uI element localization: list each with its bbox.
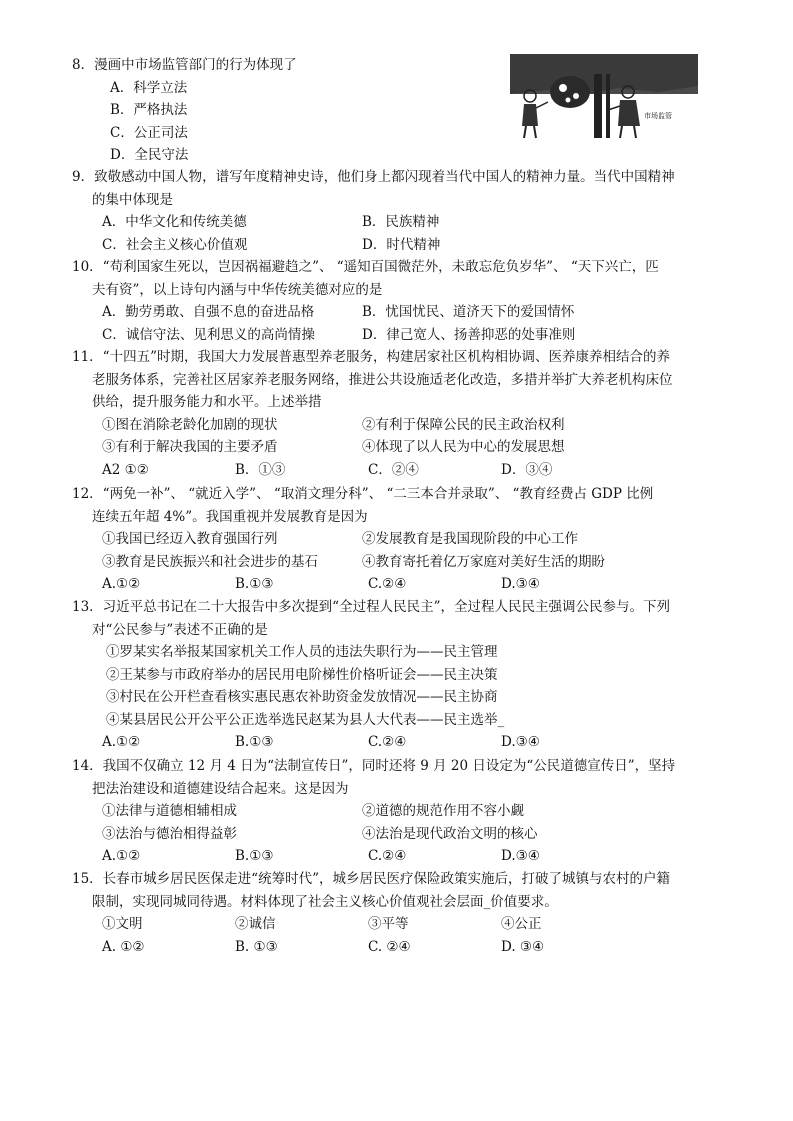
statement-item: ②有利于保障公民的民主政治权利	[362, 416, 565, 433]
option: D．律己宽人、扬善抑恶的处事准则	[362, 326, 576, 343]
question-stem: 8．漫画中市场监管部门的行为体现了	[72, 57, 297, 73]
option: B．民族精神	[362, 214, 440, 230]
question-stem: 13．习近平总书记在二十大报告中多次提到“全过程人民民主”，全过程人民民主强调公民参与。下列	[72, 599, 670, 615]
question-14	[72, 755, 722, 868]
question-13	[72, 596, 722, 754]
question-stem: 15．长春市城乡居民医保走进“统筹时代”，城乡居民医疗保险政策实施后，打破了城镇与农村的户籍	[72, 871, 670, 887]
statement-item: ③有利于解决我国的主要矛盾	[102, 439, 278, 455]
option: A．勤劳勇敢、自强不息的奋进品格	[102, 304, 315, 320]
option: A. ①②	[102, 938, 145, 955]
question-stem-cont: 对“公民参与”表述不正确的是	[92, 621, 268, 638]
question-10	[72, 256, 722, 346]
statement-item: ①罗某实名举报某国家机关工作人员的违法失职行为——民主管理	[106, 644, 498, 660]
statement-item: ③法治与德治相得益彰	[102, 825, 237, 842]
question-15	[72, 868, 722, 958]
statement-item: ③村民在公开栏查看核实惠民惠农补助资金发放情况——民主协商	[106, 689, 498, 705]
option: C．社会主义核心价值观	[102, 236, 248, 253]
option: D.③④	[501, 734, 540, 750]
option: C. ②④	[368, 938, 411, 955]
option: D. ③④	[501, 938, 545, 955]
option: A．中华文化和传统美德	[102, 214, 247, 230]
statement-item: ①图在消除老龄化加剧的现状	[102, 416, 278, 433]
option: C.②④	[368, 576, 407, 592]
statement-item: ④教育寄托着亿万家庭对美好生活的期盼	[362, 553, 605, 570]
statement-item: ②王某参与市政府举办的居民用电阶梯性价格听证会——民主决策	[106, 666, 498, 683]
option: A．科学立法	[110, 79, 188, 96]
statement-item: ④某县居民公开公平公正选举选民赵某为县人大代表——民主选举_	[106, 711, 505, 728]
statement-item: ④公正	[501, 916, 542, 932]
question-9	[72, 166, 722, 256]
cartoon-label: 市场监管	[644, 112, 672, 120]
question-stem: 9．致敬感动中国人物，谱写年度精神史诗，他们身上都闪现着当代中国人的精神力量。当代中国精神	[72, 169, 675, 185]
option: B．①③	[235, 461, 286, 478]
option: D．全民守法	[110, 147, 189, 163]
option: A2 ①②	[102, 461, 149, 478]
option: C.②④	[368, 848, 407, 864]
option: A.①②	[102, 576, 141, 592]
option: A.①②	[102, 734, 141, 750]
statement-item: ①我国已经迈入教育强国行列	[102, 531, 278, 547]
option: B.①③	[235, 734, 274, 750]
option: D.③④	[501, 848, 540, 864]
question-stem-cont: 的集中体现是	[92, 191, 173, 208]
statement-item: ②诚信	[235, 916, 276, 932]
statement-item: ③教育是民族振兴和社会进步的基石	[102, 553, 318, 570]
question-stem: 10．“苟利国家生死以，岂因祸福避趋之”、 “遥知百国微茫外，未敢忘危负岁华”、 “天下兴亡，匹	[72, 259, 659, 275]
statement-item: ①法律与道德相辅相成	[102, 803, 237, 819]
option: C.②④	[368, 734, 407, 750]
statement-item: ④体现了以人民为中心的发展思想	[362, 439, 565, 455]
market-supervision-cartoon	[508, 52, 700, 142]
option: B.①③	[235, 848, 274, 864]
statement-item: ④法治是现代政治文明的核心	[362, 825, 538, 842]
question-11	[72, 346, 722, 481]
option: B.①③	[235, 576, 274, 592]
option: D．③④	[501, 461, 553, 478]
statement-item: ①文明	[102, 916, 143, 932]
option: C．公正司法	[110, 124, 188, 141]
question-stem: 12．“两免一补”、 “就近入学”、 “取消文理分科”、 “二三本合并录取”、 “教育经费占 GDP 比例	[72, 486, 654, 502]
option: D.③④	[501, 576, 540, 592]
statement-item: ③平等	[368, 916, 409, 932]
question-stem-cont: 供给，提升服务能力和水平。上述举措	[92, 394, 322, 410]
question-stem: 11．“十四五”时期，我国大力发展普惠型养老服务，构建居家社区机构相协调、医养康养相结合的养	[72, 349, 670, 365]
option: C．诚信守法、见利思义的高尚情操	[102, 326, 315, 343]
option: B．忧国忧民、道济天下的爱国情怀	[362, 304, 575, 320]
option: D．时代精神	[362, 236, 441, 253]
option: B. ①③	[235, 938, 278, 955]
question-stem-cont: 连续五年超 4%”。我国重视并发展教育是因为	[92, 508, 368, 525]
question-stem-cont: 夫有资”，以上诗句内涵与中华传统美德对应的是	[92, 281, 383, 298]
question-stem-cont: 把法治建设和道德建设结合起来。这是因为	[92, 780, 349, 797]
question-12	[72, 483, 722, 596]
option: A.①②	[102, 848, 141, 864]
statement-item: ②道德的规范作用不容小觑	[362, 803, 524, 819]
option: B．严格执法	[110, 102, 188, 118]
question-stem: 14．我国不仅确立 12 月 4 日为“法制宣传日”，同时还将 9 月 20 日设定为“公民道德宣传日”，坚持	[72, 758, 676, 774]
question-stem-cont: 老服务体系，完善社区居家养老服务网络，推进公共设施适老化改造，多措并举扩大养老机构床位	[92, 371, 673, 388]
question-stem-cont: 限制，实现同城同待遇。材料体现了社会主义核心价值观社会层面_价值要求。	[92, 893, 558, 910]
option: C．②④	[368, 461, 419, 478]
statement-item: ②发展教育是我国现阶段的中心工作	[362, 531, 578, 547]
